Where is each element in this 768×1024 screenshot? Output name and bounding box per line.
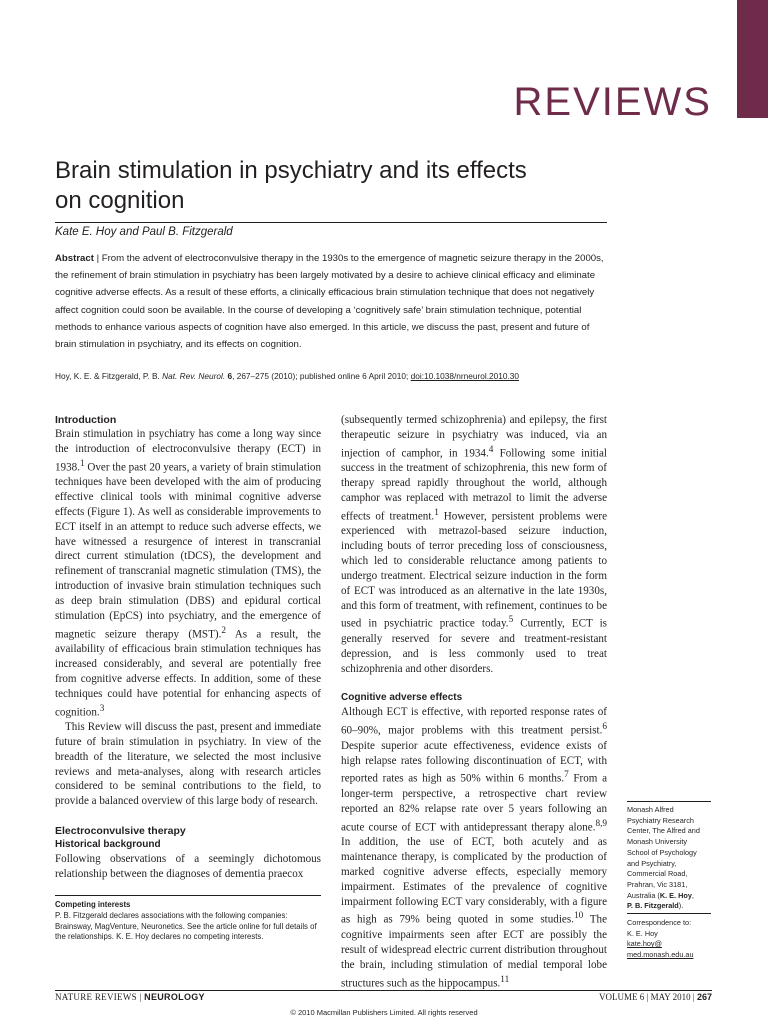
footer-date: MAY 2010 <box>650 992 691 1002</box>
section-label: REVIEWS <box>513 80 712 124</box>
page-number: 267 <box>696 992 712 1002</box>
text-run: From a longer-term perspective, a retrospective chart review reported an 82% relapse rate over 5 years following an acute course of ECT with antidepressant therapy alone. <box>341 773 607 834</box>
affiliation-line: Center, The Alfred and <box>627 826 700 836</box>
reference-marker[interactable]: 4 <box>488 444 494 455</box>
correspondence-email[interactable]: med.monash.edu.au <box>627 950 694 960</box>
subheading-cognitive-adverse-effects: Cognitive adverse effects <box>341 692 463 704</box>
body-column-left <box>55 413 321 882</box>
text-run: ). <box>678 901 684 911</box>
abstract-text: From the advent of electroconvulsive therapy in the 1930s to the emergence of magnetic seizure therapy in the 2000s, the refinement of brain stimulation in psychiatry has been largely motivated by a desire to achieve clinical efficacy and eliminate cognitive adverse effects. As a result of these efforts, a clinically efficacious brain stimulation technique that does not negatively affect cognition could soon be available. In the course of developing a ‘cognitively safe’ brain stimulation technique, potential methods to enhance various aspects of cognition have also emerged. In this article, we discuss the past, present and future of brain stimulation in psychiatry, and its effects on cognition. <box>55 253 604 351</box>
affiliation-line: Psychiatry Research <box>627 815 694 825</box>
competing-interests <box>55 900 321 943</box>
correspondence-label: Correspondence to: <box>627 918 692 927</box>
reference-marker[interactable]: 3 <box>99 703 105 714</box>
citation-pages: , 267–275 (2010); published online 6 April 2010; <box>232 371 411 381</box>
reference-marker[interactable]: 1 <box>79 458 85 469</box>
paragraph: Following observations of a seemingly dichotomous relationship between the diagnoses of dementia praecox <box>55 853 321 880</box>
footer-separator: | <box>690 992 697 1002</box>
title-line-1: Brain stimulation in psychiatry and its effects <box>55 157 527 184</box>
text-run: Brain stimulation in psychiatry has come a long way since the introduction of electroconvulsive therapy (ECT) in 1938. <box>55 428 321 474</box>
text-run: (subsequently termed schizophrenia) and epilepsy, the first therapeutic seizure in psychiatry was induced, via an injection of camphor, in 1934. <box>341 414 607 460</box>
title-line-2: on cognition <box>55 187 185 214</box>
citation-journal: Nat. Rev. Neurol. <box>162 371 226 381</box>
affiliation-line <box>627 891 717 902</box>
reference-marker[interactable]: 11 <box>500 974 510 985</box>
text-run: The cognitive impairments seen after ECT are possibly the result of widespread electric current distribution throughout the brain, including stimulation of medial temporal lobe structures such as the hippocampus. <box>341 914 607 990</box>
reference-marker[interactable]: 1 <box>434 507 439 518</box>
text-run: Despite superior acute effectiveness, evidence exists of high relapse rates following discontinuation of ECT, with reported rates as high as 50% within 6 months. <box>341 739 607 786</box>
competing-interests-text: P. B. Fitzgerald declares associations with the following companies: Brainsway, MagVenture, Neuronetics. See the article online for full details of the relationships. K. E. Hoy declares no competing interests. <box>55 910 317 942</box>
affiliation-author: K. E. Hoy <box>659 890 692 900</box>
text-run: Australia ( <box>627 890 660 900</box>
affiliation-line <box>627 901 717 912</box>
doi-link[interactable]: doi:10.1038/nrneurol.2010.30 <box>410 371 520 381</box>
competing-interests-heading: Competing interests <box>55 900 131 909</box>
author-affiliation <box>627 805 717 912</box>
footer-separator: | <box>136 992 145 1002</box>
abstract-label: Abstract <box>55 253 94 264</box>
text-run: In addition, the use of ECT, both acutely and as maintenance therapy, is complicated by the production of marked cognitive adverse effects, especially memory impairment. Estimates of the prevalence of cognitive impairment following ECT vary considerably, with a figure as high as 79% being quoted in some studies. <box>341 836 607 927</box>
affiliation-line: School of Psychology <box>627 847 697 857</box>
subheading-historical-background: Historical background <box>55 839 161 851</box>
text-run: However, persistent problems were experienced with metrazol-based seizure induction, including bouts of terror preceding loss of consciousness, which led to considerable reluctance among patients to undergo treatment. Electrical seizure induction in the form of ECT was introduced as an alternative in the late 1930s, and this form of treatment, with refinement, continues to be used in psychiatric practice today. <box>341 510 607 631</box>
title-divider <box>55 222 607 223</box>
abstract-separator: | <box>93 253 102 264</box>
affiliation-author: P. B. Fitzgerald <box>627 901 679 911</box>
reference-marker[interactable]: 10 <box>573 911 584 922</box>
correspondence <box>627 918 717 961</box>
affiliation-divider <box>627 801 711 802</box>
affiliation-line: Monash University <box>627 837 688 847</box>
correspondence-email[interactable]: kate.hoy@ <box>627 939 662 949</box>
article-title <box>55 156 615 216</box>
footer-issue <box>599 992 712 1002</box>
text-run: Over the past 20 years, a variety of brain stimulation techniques have been developed with the aim of producing effective clinical tools with minimal cognitive adverse effects (Figure 1). As well as considerable improvements to ECT itself in an attempt to reduce such adverse effects, we have witnessed a resurgence of interest in transcranial direct current stimulation (tDCS), the development and refinement of transcranial magnetic stimulation (TMS), the introduction of invasive brain stimulation techniques such as deep brain stimulation (DBS) and epidural cortical stimulation (EpCS) into psychiatry, and the emergence of magnetic seizure therapy (MST). <box>55 461 321 641</box>
text-run: Although ECT is effective, with reported response rates of 60–90%, major problems with this treatment persist. <box>341 706 607 737</box>
reference-marker[interactable]: 8,9 <box>595 818 607 829</box>
correspondence-divider <box>627 913 711 914</box>
footer-divider <box>55 990 712 991</box>
text-run: , <box>691 890 694 900</box>
text-run: Following some initial success in the treatment of schizophrenia, this new form of therapy spread rapidly throughout the world, although camphor was replaced with metrazol to limit the adverse effects of treatment. <box>341 447 607 523</box>
reference-marker[interactable]: 5 <box>508 615 514 626</box>
affiliation-line: Prahran, Vic 3181, <box>627 879 688 889</box>
footer-journal <box>55 992 205 1002</box>
section-heading-ect: Electroconvulsive therapy <box>55 825 186 838</box>
section-color-bar <box>737 0 768 118</box>
footer-journal-name: NATURE REVIEWS <box>55 992 137 1002</box>
paragraph <box>55 427 321 720</box>
text-run: As a result, the availability of efficacious brain stimulation techniques has increased considerably, and several are potentially free from cognitive adverse effects. In addition, some of these techniques could have potential for enhancing aspects of cognition. <box>55 628 321 719</box>
paragraph: This Review will discuss the past, present and immediate future of brain stimulation in psychiatry. In view of the breadth of the literature, we selected the most inclusive reviews and meta-analyses, along with research articles considered to be seminal contributions to the field, to provide a balanced overview of this large body of research. <box>55 721 321 808</box>
body-column-right <box>341 413 607 991</box>
reference-marker[interactable]: 2 <box>221 625 226 636</box>
footer-separator: | <box>644 992 651 1002</box>
footer-volume: VOLUME 6 <box>599 992 645 1002</box>
citation-volume: 6 <box>225 371 233 381</box>
copyright-notice: © 2010 Macmillan Publishers Limited. All rights reserved <box>290 1008 478 1017</box>
reference-marker[interactable]: 6 <box>602 722 607 733</box>
paragraph <box>341 705 607 991</box>
citation-authors: Hoy, K. E. & Fitzgerald, P. B. <box>55 371 163 381</box>
paragraph <box>341 413 607 676</box>
footer-section-name: NEUROLOGY <box>144 992 205 1002</box>
author-line: Kate E. Hoy and Paul B. Fitzgerald <box>55 226 233 238</box>
section-heading-introduction: Introduction <box>55 414 117 426</box>
correspondence-name: K. E. Hoy <box>627 928 658 938</box>
competing-divider <box>55 895 321 896</box>
affiliation-line: and Psychiatry, <box>627 858 677 868</box>
citation <box>55 371 615 381</box>
abstract <box>55 250 607 353</box>
text-run: Currently, ECT is generally reserved for severe and treatment-resistant depression, and is less commonly used to treat schizophrenia and other disorders. <box>341 618 607 675</box>
reference-marker[interactable]: 7 <box>564 770 569 781</box>
affiliation-line: Commercial Road, <box>627 869 688 879</box>
affiliation-line: Monash Alfred <box>627 805 674 814</box>
